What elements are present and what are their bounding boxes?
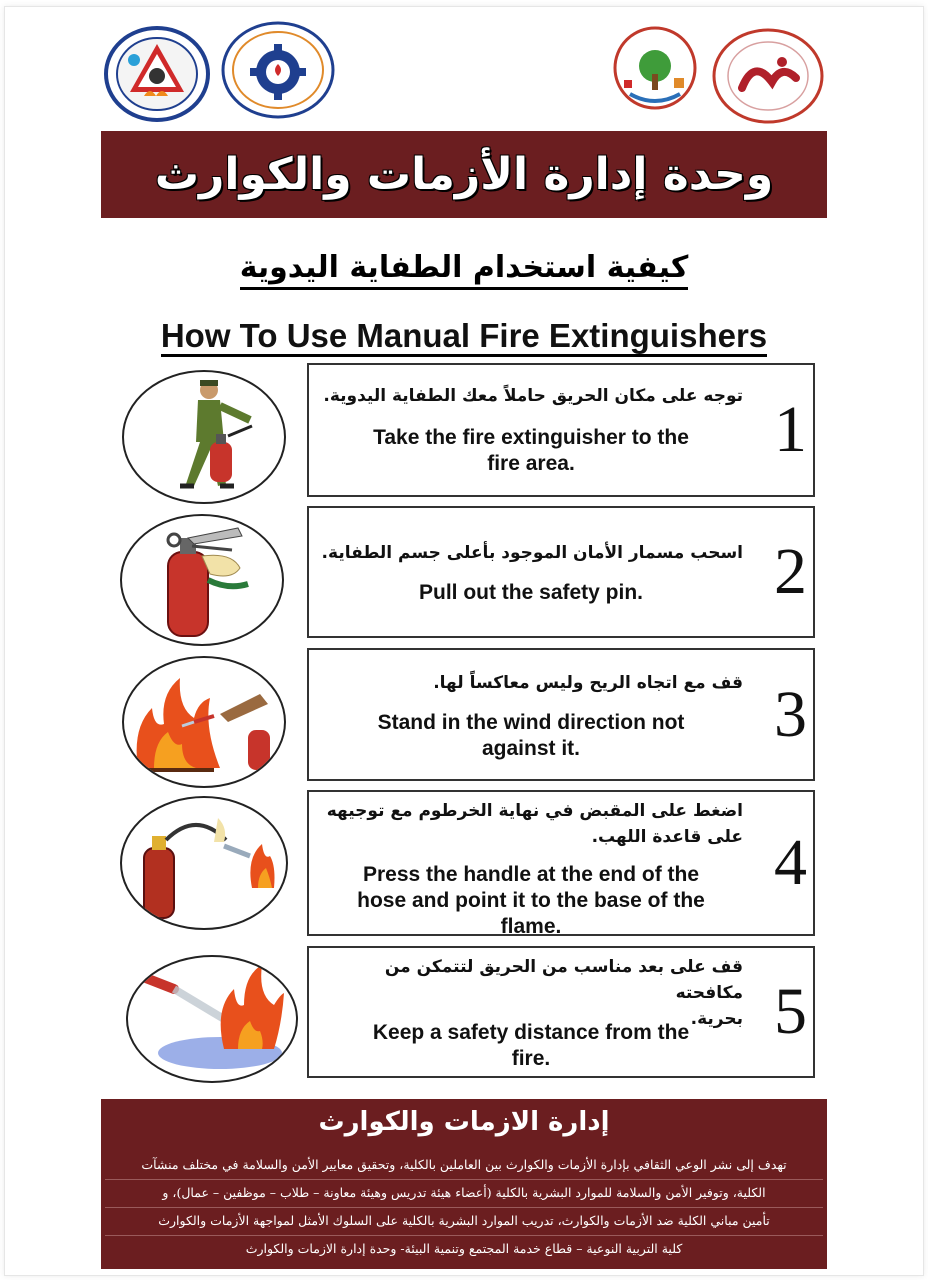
step-1-english <box>323 425 739 477</box>
step-5-english <box>323 1020 739 1072</box>
crisis-unit-logo <box>104 26 210 122</box>
step-4-number: 4 <box>774 826 807 899</box>
step-1-illustration <box>122 370 286 504</box>
title-banner <box>101 131 827 218</box>
step-2-english <box>323 580 739 606</box>
step-1-box <box>307 363 815 497</box>
step-5-arabic-line-1: قف على بعد مناسب من الحريق لتتمكن من مكافحته <box>384 957 743 1003</box>
step-2-english-line-1: Pull out the safety pin. <box>418 581 644 604</box>
step-4-english-line-1: Press the handle at the end of the <box>362 863 700 886</box>
step-3-box <box>307 648 815 781</box>
footer-divider <box>105 1235 823 1236</box>
footer-line-1: تهدف إلى نشر الوعي الثقافي بإدارة الأزمات والكوارث بين العاملين بالكلية، وتحقيق معايير الأمن والسلامة في مختلف منشآت <box>141 1157 787 1172</box>
step-5-number: 5 <box>774 975 807 1048</box>
footer-line-3: تأمين مباني الكلية ضد الأزمات والكوارث، تدريب الموارد البشرية بالكلية على السلوك الأمثل لمواجهة الأزمات والكوارث <box>158 1213 770 1228</box>
step-2-illustration <box>120 514 284 646</box>
page-title: وحدة إدارة الأزمات والكوارث <box>154 149 774 200</box>
footer-banner <box>101 1099 827 1269</box>
subtitle-english <box>0 317 928 355</box>
step-5-english-line-2: fire. <box>511 1047 551 1070</box>
step-2-number: 2 <box>774 535 807 608</box>
step-3-english-line-1: Stand in the wind direction not <box>377 711 685 734</box>
step-5-box <box>307 946 815 1078</box>
step-4-arabic-line-2: على قاعدة اللهب. <box>591 827 743 847</box>
step-4-arabic <box>319 798 743 850</box>
step-4-english-line-3: flame. <box>500 915 562 938</box>
step-3-number: 3 <box>774 677 807 751</box>
subtitle-english-text: How To Use Manual Fire Extinguishers <box>161 317 767 357</box>
community-service-logo <box>600 22 710 122</box>
step-3-arabic: قف مع اتجاه الريح وليس معاكساً لها. <box>433 673 743 693</box>
step-3-english-line-2: against it. <box>481 737 581 760</box>
subtitle-arabic-text: كيفية استخدام الطفاية اليدوية <box>240 250 689 290</box>
accreditation-logo <box>712 28 824 124</box>
step-1-arabic: توجه على مكان الحريق حاملاً معك الطفاية اليدوية. <box>323 386 743 406</box>
step-1-english-line-1: Take the fire extinguisher to the <box>373 426 689 449</box>
step-5-english-line-1: Keep a safety distance from the <box>372 1021 690 1044</box>
footer-line-4: كلية التربية النوعية – قطاع خدمة المجتمع وتنمية البيئة- وحدة إدارة الازمات والكوارث <box>245 1241 683 1256</box>
subtitle-arabic <box>0 250 928 285</box>
footer-title: إدارة الازمات والكوارث <box>318 1107 610 1137</box>
step-5-illustration <box>126 955 298 1083</box>
step-1-number: 1 <box>774 393 807 466</box>
step-2-box <box>307 506 815 638</box>
step-2-arabic: اسحب مسمار الأمان الموجود بأعلى جسم الطفاية. <box>321 543 743 563</box>
university-gear-logo <box>220 20 336 120</box>
step-1-english-line-2: fire area. <box>487 452 575 475</box>
step-3-english <box>323 710 739 762</box>
step-5-arabic-line-2: بحرية. <box>690 1009 743 1029</box>
footer-divider <box>105 1179 823 1180</box>
step-4-illustration <box>120 796 288 930</box>
footer-divider <box>105 1207 823 1208</box>
step-4-english-line-2: hose and point it to the base of the <box>357 889 705 912</box>
step-4-arabic-line-1: اضغط على المقبض في نهاية الخرطوم مع توجيهه <box>326 801 743 821</box>
step-4-box <box>307 790 815 936</box>
footer-line-2: الكلية، وتوفير الأمن والسلامة للموارد البشرية بالكلية (أعضاء هيئة تدريس وهيئة معاونة – طلاب – موظفين – عمال)، و <box>162 1185 766 1200</box>
step-4-english <box>323 862 739 940</box>
step-3-illustration <box>122 656 286 788</box>
